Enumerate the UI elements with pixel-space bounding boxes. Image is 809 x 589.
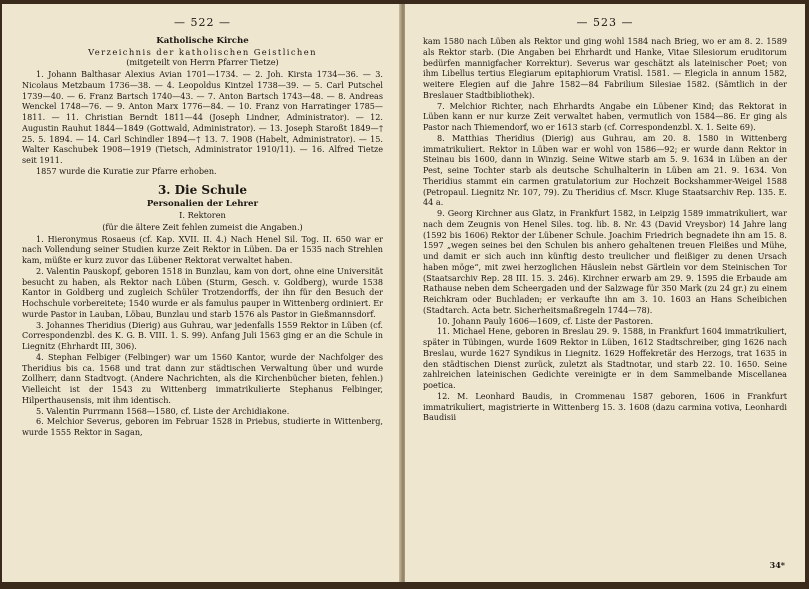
printer-signature: 34*	[769, 560, 785, 570]
page-number-left: — 522 —	[174, 16, 231, 29]
entry-paragraph: 12. M. Leonhard Baudis, in Crommenau 1587 geboren, 1606 in Frankfurt immatrikuliert, magistrierte in Wittenberg 15. 3. 1608 (dazu carmina votiva, Leonhardi Baudisii	[423, 390, 787, 423]
left-page	[2, 4, 401, 582]
entry-paragraph: 8. Matthias Theridius (Dierig) aus Guhrau, am 20. 8. 1580 in Wittenberg immatrikuliert. Rektor in Lüben war er wohl von 1586—92; er wurde dann Rektor in Steinau bis 1600, dann in Winzig. Seine Witwe starb am 5. 9. 1634 in Lüben an der Pest, seine Tochter starb als deutsche Schulhalterin in Lüben am 21. 9. 1634. Von Theridius stammt ein carmen gratulatorium zur Hochzeit Bockshammer-Weigel 1588 (Petropaul. Liegnitz Nr. 107, 79). Zu Theridius cf. Mscr. Kluge Staatsarchiv Rep. 135. E. 44 a.	[423, 132, 787, 208]
clergy-list: 1. Johann Balthasar Alexius Avian 1701—1734. — 2. Joh. Kirsta 1734—36. — 3. Nicolaus Metzbaum 1736—38. — 4. Leopoldus Kintzel 1738—39. — 5. Carl Putschel 1739—40. — 6. Franz Bartsch 1740—43. — 7. Anton Bartsch 1743—48. — 8. Andreas Wenckel 1748—76. — 9. Anton Marx 1776—84. — 10. Franz von Harratinger 1785—1811. — 11. Christian Berndt 1811—44 (Joseph Lindner, Administrator). — 12. Augustin Rauhut 1844—1849 (Gottwald, Administrator). — 13. Joseph Staroßt 1849—† 25. 5. 1894. — 14. Carl Schindler 1894—† 13. 7. 1908 (Habelt, Administrator). — 15. Walter Kaschubek 1908—1919 (Tietsch, Administrator 1910/11). — 16. Alfred Tietze seit 1911.	[22, 69, 383, 165]
entry-paragraph: 9. Georg Kirchner aus Glatz, in Frankfurt 1582, in Leipzig 1589 immatrikuliert, war nach dem Zeugnis von Henel Siles. tog. lib. 8. Nr. 43 (David Vreysbor) 14 Jahre lang (1592 bis 1606) Rektor der Lübener Schule. Joachim Friedrich begnadete ihn am 15. 8. 1597 „wegen seines bei den Schulen bis anhero gehaltenen treuen Fleißes und Mühe, und damit er sich auch inn künftig desto treulicher und fleißiger zu denen Ursach haben möge“, mit zwei herzoglichen Häuslein nebst Gärtlein vor dem Steinischen Tor (Staatsarchiv Rep. 28 III. 15. 3. 246). Kirchner erwarb am 29. 9. 1595 die Erbaude am Rathause neben dem Scheergaden und der Salzwage für 350 Mark (zu 24 gr.) zu einem Reichkram oder Buchladen; er verkaufte ihn am 3. 10. 1603 an Hans Scheibichen (Stadtarch. Acta betr. Sicherheitsmaßregeln 1744—78).	[423, 208, 787, 315]
register-heading: Verzeichnis der katholischen Geistlichen	[88, 47, 317, 57]
entry-paragraph: 11. Michael Hene, geboren in Breslau 29. 9. 1588, in Frankfurt 1604 immatrikuliert, später in Tübingen, wurde 1609 Rektor in Lüben, 1612 Stadtschreiber, ging 1626 nach Breslau, wurde 1627 Syndikus in Liegnitz. 1629 Hoffekretär des Herzogs, trat 1635 in den städtischen Dienst zurück, zuletzt als Stadtnotar, und starb 22. 10. 1650. Seine zahlreichen lateinischen Gedichte vereinigte er in dem Sammelbande Miscellanea poetica.	[423, 326, 787, 390]
page-number-right: — 523 —	[576, 16, 634, 29]
paragraph: 1857 wurde die Kuratie zur Pfarre erhoben.	[36, 165, 217, 176]
entry-paragraph: 5. Valentin Purrmann 1568—1580, cf. Liste der Archidiakone.	[36, 405, 290, 416]
entry-paragraph: 6. Melchior Severus, geboren im Februar 1528 in Priebus, studierte in Wittenberg, wurde 1555 Rektor in Sagan,	[22, 416, 383, 437]
rectors-heading: I. Rektoren	[179, 209, 226, 220]
entry-paragraph: 1. Hieronymus Rosaeus (cf. Kap. XVII. II. 4.) Nach Henel Sil. Tog. II. 650 war er nach Vollendung seiner Studien kurze Zeit Rektor in Lüben. Da er 1535 nach Strehlen kam, müßte er kurz zuvor das Lübener Rektorat verwaltet haben.	[22, 233, 383, 265]
entry-paragraph: kam 1580 nach Lüben als Rektor und ging wohl 1584 nach Brieg, wo er am 8. 2. 1589 als Rektor starb. (Die Angaben bei Ehrhardt und Hanke, Vitae Silesiorum eruditorum bedürfen mannigfacher Korrektur). Severus war geschätzt als lateinischer Poet; von ihm Libellus tertius Elegiarum epitaphiorum Vratisl. 1581. — Elegicla in annum 1582, weitere Elegien auf die Jahre 1582—84 Fabrilium Silesiae 1582. (Sämtlich in der Breslauer Stadtbibliothek).	[423, 36, 787, 100]
register-note: (mitgeteilt von Herrn Pfarrer Tietze)	[126, 57, 279, 67]
section-heading: Katholische Kirche	[156, 36, 249, 46]
rectors-note: (für die ältere Zeit fehlen zumeist die Angaben.)	[102, 221, 303, 232]
entry-paragraph: 2. Valentin Pauskopf, geboren 1518 in Bunzlau, kam von dort, ohne eine Universität besucht zu haben, als Rektor nach Lüben (Sturm, Gesch. v. Goldberg), wurde 1538 Kantor in Goldberg und zugleich Schüler Trotzendorffs, der ihn für den Besuch der Hochschule vorbereitete; 1540 wurde er als famulus pauper in Wittenberg ordiniert. Er wurde Pastor in Lauban, Löbau, Bunzlau und starb 1576 als Pastor in Gießmannsdorf.	[22, 265, 384, 319]
entry-paragraph: 10. Johann Pauly 1606—1609, cf. Liste der Pastoren.	[437, 315, 654, 326]
chapter-title: 3. Die Schule	[157, 182, 248, 197]
right-page	[405, 4, 805, 582]
chapter-subtitle: Personalien der Lehrer	[146, 198, 259, 209]
entry-paragraph: 3. Johannes Theridius (Dierig) aus Guhrau, war jedenfalls 1559 Rektor in Lüben (cf. Correspondenzbl. des K. G. B. VIII. 1. S. 99). Anfang Juli 1563 ging er an die Schule in Liegnitz (Ehrhardt III, 306).	[22, 319, 383, 351]
entry-paragraph: 4. Stephan Felbiger (Felbinger) war um 1560 Kantor, wurde der Nachfolger des Theridius bis ca. 1568 und trat dann zur städtischen Verwaltung über und wurde Zollherr, dann Stadtvogt. (Andere Nachrichten, als die Kirchenbücher bieten, fehlen.) Vielleicht ist der 1543 zu Wittenberg immatrikulierte Stephanus Felbinger, Hilperthausensis, mit ihm identisch.	[22, 351, 383, 405]
entry-paragraph: 7. Melchior Richter, nach Ehrhardts Angabe ein Lübener Kind; das Rektorat in Lüben kann er nur kurze Zeit verwaltet haben, vermutlich von 1584—86. Er ging als Pastor nach Thiemendorf, wo er 1613 starb (cf. Correspondenzbl. X. 1. Seite 69).	[423, 100, 787, 132]
